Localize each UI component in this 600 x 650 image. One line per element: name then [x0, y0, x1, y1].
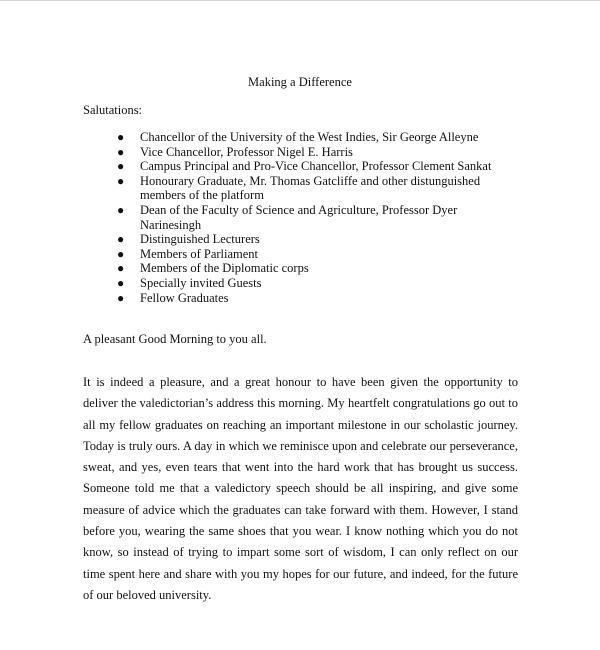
body-paragraph: It is indeed a pleasure, and a great honour to have been given the opportunity to deliver the valedictorian’s address this morning. My heartfelt congratulations go out to all my fellow graduates on reaching an important milestone in our scholastic journey. Today is truly ours. A day in which we reminisce upon and celebrate our perseverance, sweat, and yes, even tears that went into the hard work that has brought us success. Someone told me that a valedictory speech should be all inspiring, and give some measure of advice which the graduates can take forward with them. However, I stand before you, wearing the same shoes that you wear. I know nothing which you do not know, so instead of trying to impart some sort of wisdom, I can only reflect on our time spent here and share with you my hopes for our future, and indeed, for the future of our beloved university. — [83, 375, 518, 602]
bullet-icon: ● — [117, 173, 125, 188]
list-item — [0, 130, 600, 145]
list-item-text: Distinguished Lecturers — [140, 232, 260, 247]
list-item — [0, 247, 600, 262]
list-item-text: Campus Principal and Pro-Vice Chancellor, Professor Clement Sankat — [140, 159, 492, 174]
list-item-text: Dean of the Faculty of Science and Agriculture, Professor Dyer Narinesingh — [140, 202, 458, 232]
bullet-icon: ● — [117, 130, 125, 144]
bullet-icon: ● — [117, 232, 125, 247]
list-item — [0, 203, 600, 232]
bullet-icon: ● — [117, 290, 125, 305]
bullet-icon: ● — [117, 202, 125, 217]
salutations-heading: Salutations: — [83, 103, 143, 117]
greeting-text: A pleasant Good Morning to you all. — [83, 332, 267, 346]
bullet-icon: ● — [117, 261, 125, 276]
bullet-icon: ● — [117, 159, 125, 174]
list-item-text: Fellow Graduates — [140, 290, 229, 305]
bullet-icon: ● — [117, 144, 125, 159]
list-item — [0, 174, 600, 203]
salutations-list — [0, 130, 600, 305]
list-item — [0, 145, 600, 160]
list-item-text: Members of the Diplomatic corps — [140, 261, 309, 276]
list-item — [0, 261, 600, 276]
list-item — [0, 159, 600, 174]
list-item-text: Members of Parliament — [140, 246, 259, 261]
list-item-text: Chancellor of the University of the West Indies, Sir George Alleyne — [140, 130, 479, 144]
document-title: Making a Difference — [248, 75, 352, 89]
list-item — [0, 232, 600, 247]
list-item-text: Honourary Graduate, Mr. Thomas Gatcliffe and other distunguished members of the platform — [140, 173, 481, 203]
list-item — [0, 276, 600, 291]
list-item — [0, 291, 600, 306]
list-item-text: Specially invited Guests — [140, 275, 262, 290]
bullet-icon: ● — [117, 275, 125, 290]
list-item-text: Vice Chancellor, Professor Nigel E. Harris — [140, 144, 353, 159]
bullet-icon: ● — [117, 246, 125, 261]
